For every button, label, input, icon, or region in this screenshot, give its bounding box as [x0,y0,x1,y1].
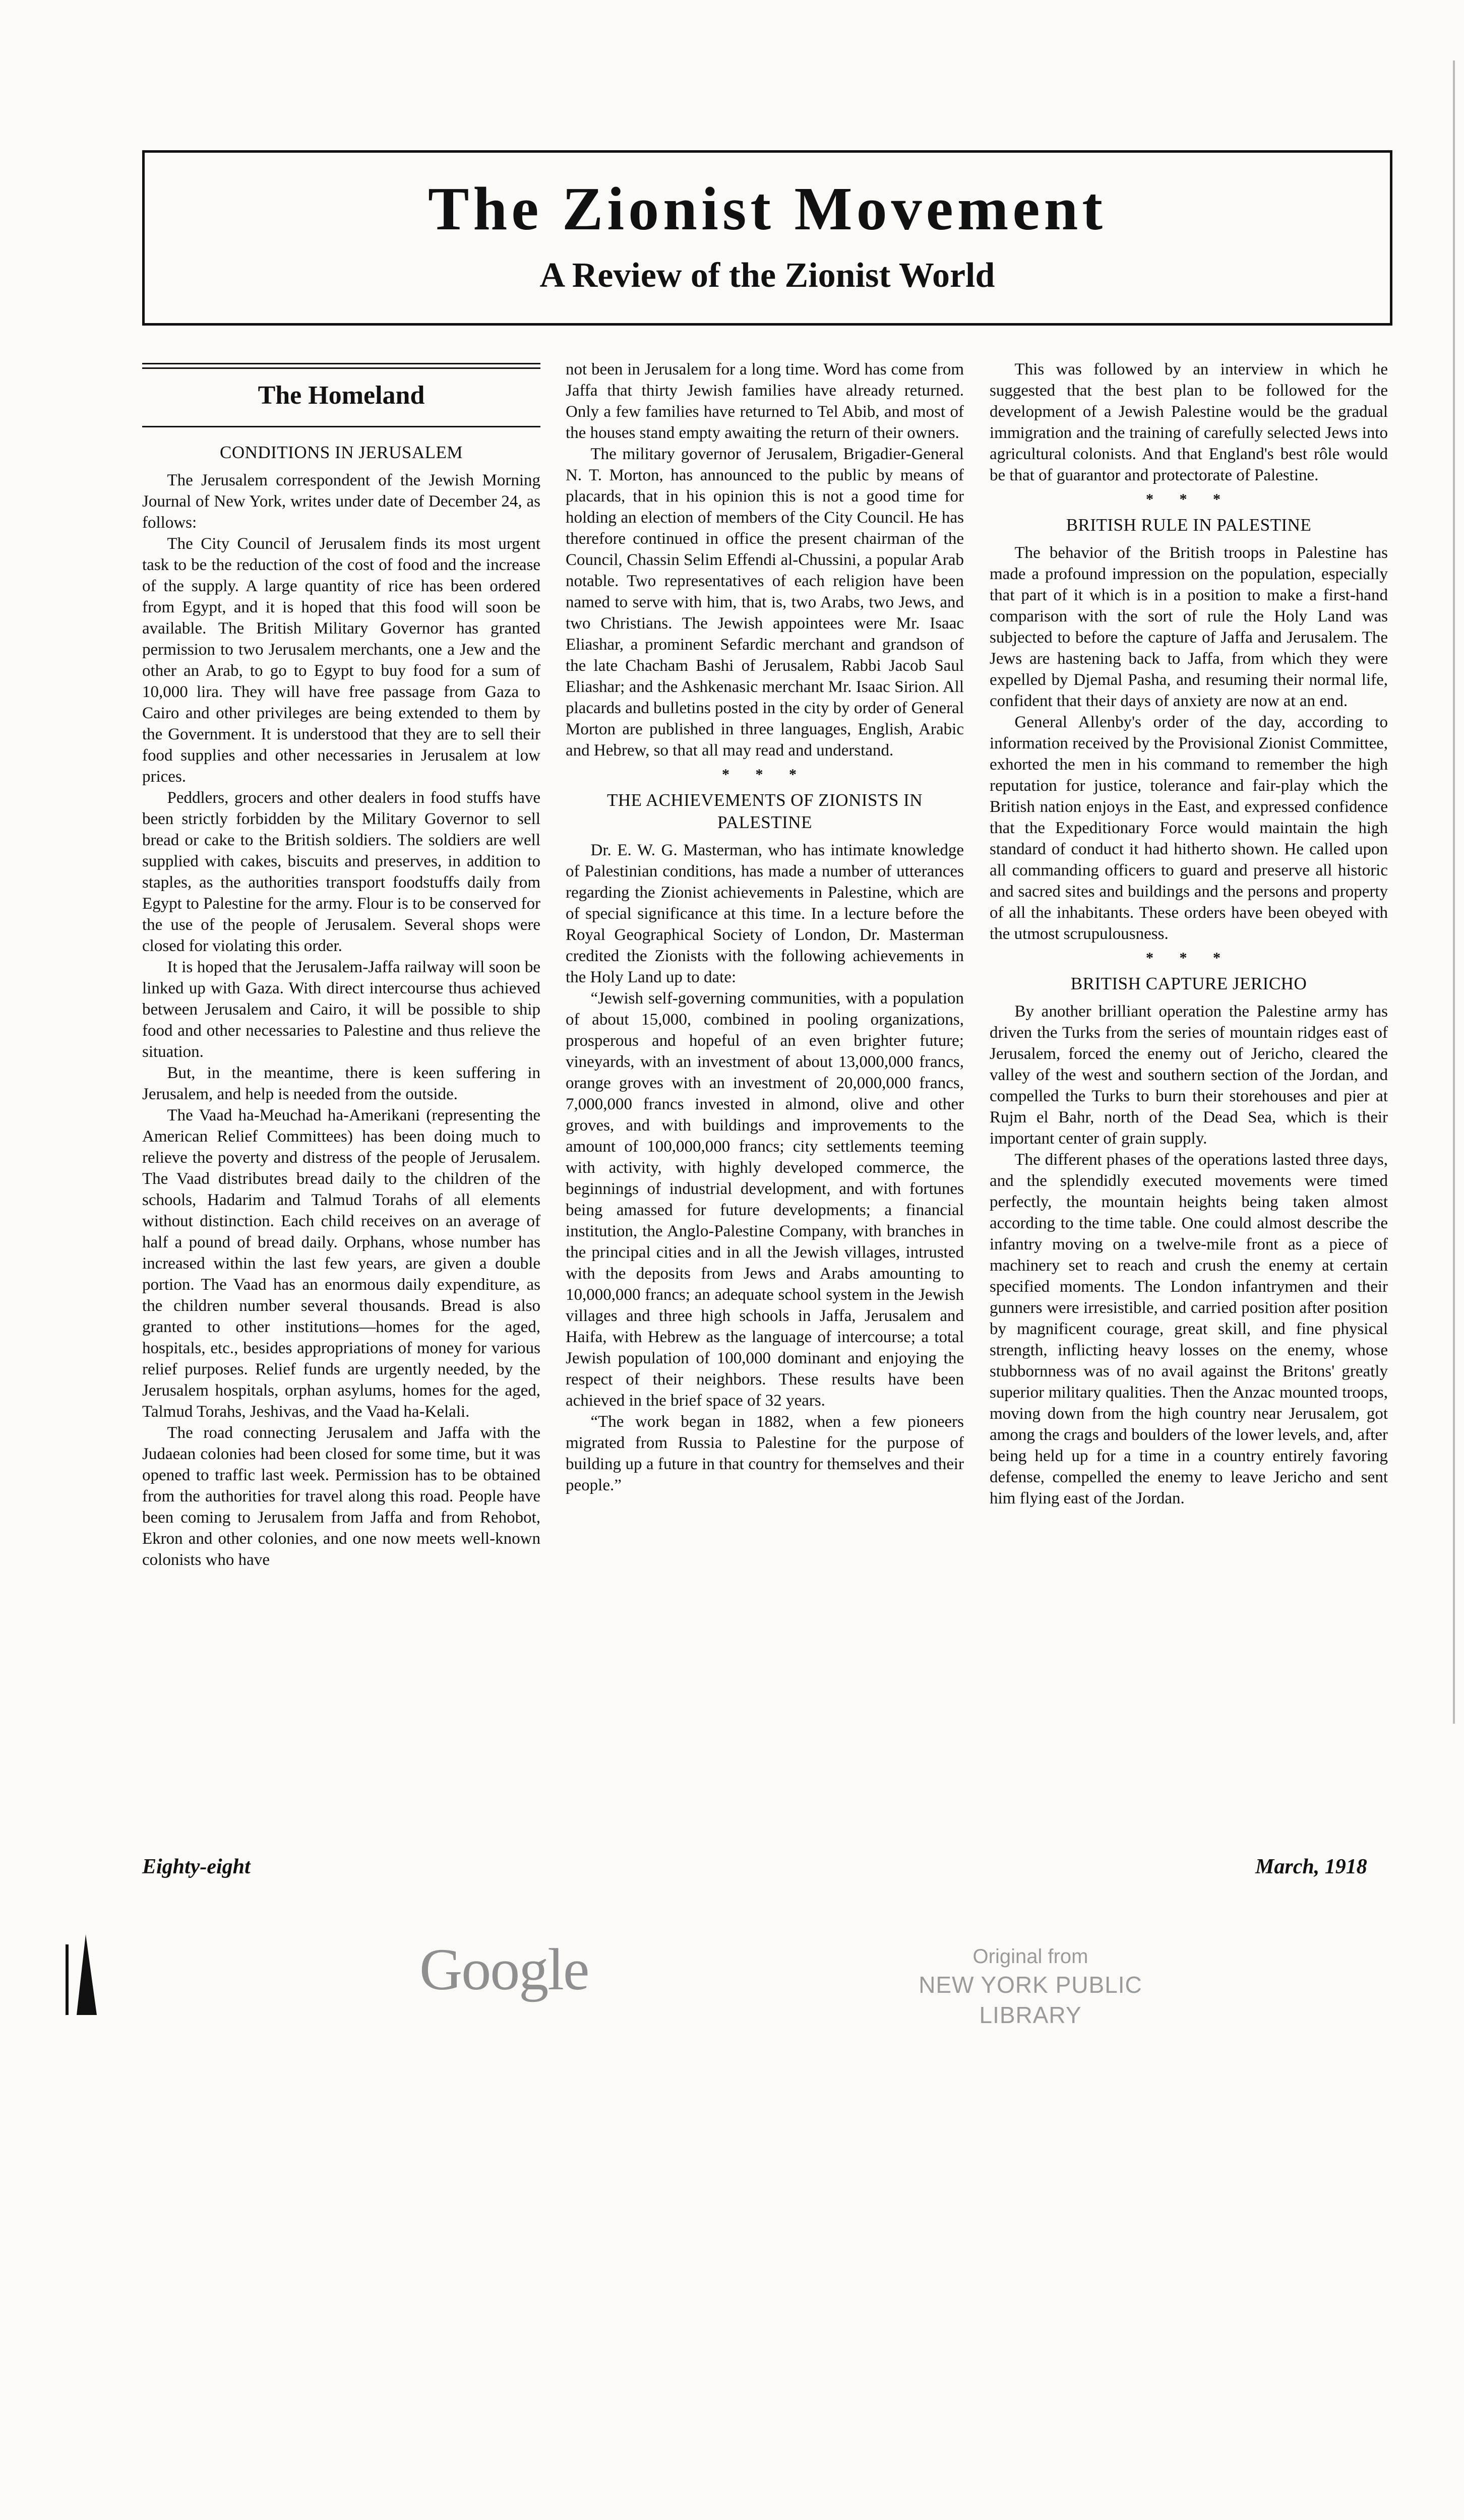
issue-date: March, 1918 [1255,1855,1367,1878]
article-paragraph: The Vaad ha-Meuchad ha-Amerikani (representing the American Relief Committees) has been doing much to relieve the poverty and distress of the people of Jerusalem. The Vaad distributes bread daily to the children of the schools, Hadarim and Talmud Torahs of all elements without distinction. Each child receives on an average of half a pound of bread daily. Orphans, whose number has increased within the last few years, are given a double portion. The Vaad has an enormous daily expenditure, as the children number several thousands. Bread is also granted to other institutions—homes for the aged, hospitals, etc., besides appropriations of money for various relief purposes. Relief funds are urgently needed, by the Jerusalem hospitals, orphan asylums, homes for the aged, Talmud Torahs, Jeshivas, and the Vaad ha-Kelali. [142,1106,540,1421]
article-paragraph: not been in Jerusalem for a long time. Word has come from Jaffa that thirty Jewish families have already returned. Only a few families have returned to Tel Abib, and most of the houses stand empty awaiting the return of their owners. [566,360,964,442]
google-logo: Google [419,1936,589,2002]
article-paragraph: The military governor of Jerusalem, Brigadier-General N. T. Morton, has announced to the public by means of placards, that in his opinion this is not a good time for holding an election of members of the City Council. He has therefore continued in office the present chairman of the Council, Chassin Selim Effendi al-Chussini, a popular Arab notable. Two representatives of each religion have been named to serve with him, that is, two Arabs, two Jews, and two Christians. The Jewish appointees were Mr. Isaac Eliashar, a prominent Sefardic merchant and grandson of the late Chacham Bashi of Jerusalem, Rabbi Jacob Saul Eliashar; and the Ashkenasic merchant Mr. Isaac Sirion. All placards and bulletins posted in the city by order of General Morton are published in three languages, English, Arabic and Hebrew, so that all may read and understand. [566,445,964,760]
separator-stars: * * * [722,766,808,783]
headline-jerusalem: CONDITIONS IN JERUSALEM [219,443,463,462]
library-name: NEW YORK PUBLIC LIBRARY [919,1972,1142,2028]
separator-stars: * * * [1146,491,1232,508]
article-paragraph: It is hoped that the Jerusalem-Jaffa railway will soon be linked up with Gaza. With direct intercourse thus achieved between Jerusalem and Cairo, it will be possible to ship food and other necessaries to Palestine and thus relieve the situation. [142,958,540,1061]
headline-jericho: BRITISH CAPTURE JERICHO [1070,974,1307,993]
column-1 [142,359,540,1570]
masthead [142,150,1392,326]
article-paragraph: Dr. E. W. G. Masterman, who has intimate knowledge of Palestinian conditions, has made a number of utterances regarding the Zionist achievements in Palestine, which are of special significance at this time. In a lecture before the Royal Geographical Society of London, Dr. Masterman credited the Zionists with the following achievements in the Holy Land up to date: [566,841,964,986]
page-number: Eighty-eight [142,1855,251,1878]
article-paragraph: The behavior of the British troops in Palestine has made a profound impression on the population, especially that part of it which is in a position to make a first-hand comparison with the sort of rule the Holy Land was subjected to before the capture of Jaffa and Jerusalem. The Jews are hastening back to Jaffa, from which they were expelled by Djemal Pasha, and resuming their normal life, confident that their days of anxiety are now at an end. [990,544,1388,710]
source-credit [879,1943,1182,2030]
original-from-label: Original from [972,1945,1088,1968]
scan-edge-mark-icon [66,1934,101,2015]
article-paragraph: “Jewish self-governing communities, with a population of about 15,000, combined in pooling organizations, prosperous and hopeful of an even brighter future; vineyards, with an investment of about 13,000,000 francs, orange groves with an investment of 20,000,000 francs, 7,000,000 francs invested in almond, olive and other groves, and with buildings and improvements to the amount of 100,000,000 francs; city settlements teeming with activity, with highly developed commerce, the beginnings of industrial development, and with fortunes being amassed for future developments; a financial institution, the Anglo-Palestine Company, with branches in the principal cities and in all the Jewish villages, intrusted with the deposits from Jews and Arabs amounting to 10,000,000 francs; an adequate school system in the Jewish villages and three high schools in Jaffa, Jerusalem and Haifa, with Hebrew as the language of intercourse; a total Jewish population of 100,000 dominant and enjoying the respect of their neighbors. These results have been achieved in the brief space of 32 years. [566,989,964,1410]
article-paragraph: By another brilliant operation the Palestine army has driven the Turks from the series of mountain ridges east of Jerusalem, forced the enemy out of Jericho, cleared the valley of the west and southern section of the Jordan, and compelled the Turks to burn their storehouses and pier at Rujm el Bahr, north of the Dead Sea, which is their important center of grain supply. [990,1002,1388,1148]
section-header [142,363,540,427]
page-edge-rule [1453,60,1455,1724]
article-paragraph: The Jerusalem correspondent of the Jewish Morning Journal of New York, writes under date of December 24, as follows: [142,471,540,532]
article-paragraph: But, in the meantime, there is keen suffering in Jerusalem, and help is needed from the outside. [142,1064,540,1103]
masthead-title: The Zionist Movement [428,175,1107,243]
article-paragraph: The road connecting Jerusalem and Jaffa with the Judaean colonies had been closed for some time, but it was opened to traffic last week. Permission has to be obtained from the authorities for travel along this road. People have been coming to Jerusalem from Jaffa and from Rehobot, Ekron and other colonies, and one now meets well-known colonists who have [142,1424,540,1569]
masthead-subtitle: A Review of the Zionist World [539,256,995,295]
article-paragraph: Peddlers, grocers and other dealers in food stuffs have been strictly forbidden by the Military Governor to sell bread or cake to the British soldiers. The soldiers are well supplied with cakes, biscuits and preserves, in addition to staples, as the authorities transport foodstuffs daily from Egypt to Palestine for the army. Flour is to be conserved for the use of the people of Jerusalem. Several shops were closed for violating this order. [142,789,540,955]
separator-stars: * * * [1146,950,1232,966]
article-paragraph: The different phases of the operations lasted three days, and the splendidly executed movements were timed perfectly, the mountain heights being taken almost according to the time table. One could almost describe the infantry moving on a twelve-mile front as a piece of machinery set to reach and crush the enemy at certain specified moments. The London infantrymen and their gunners were irresistible, and carried position after position by magnificent courage, great skill, and fine physical strength, inflicting heavy losses on the enemy, whose stubbornness was of no avail against the Britons' greatly superior military qualities. Then the Anzac mounted troops, moving down from the high country near Jerusalem, got among the crags and boulders of the lower levels, and, after being held up for a time in a country entirely favoring defense, compelled the enemy to leave Jericho and sent him flying east of the Jordan. [990,1151,1388,1507]
article-paragraph: “The work began in 1882, when a few pioneers migrated from Russia to Palestine for the purpose of building up a future in that country for themselves and their people.” [566,1413,964,1494]
column-2 [566,359,964,1496]
section-title: The Homeland [258,381,425,410]
headline-british-rule: BRITISH RULE IN PALESTINE [1066,515,1312,535]
column-3 [990,359,1388,1509]
article-paragraph: The City Council of Jerusalem finds its most urgent task to be the reduction of the cost of food and the increase of the supply. A large quantity of rice has been ordered from Egypt, and it is hoped that this food will soon be available. The British Military Governor has granted permission to two Jerusalem merchants, one a Jew and the other an Arab, to go to Egypt to buy food for a sum of 10,000 lira. They will have free passage from Gaza to Cairo and other privileges are being extended to them by the Government. It is understood that they are to sell their food supplies and other necessaries in Jerusalem at low prices. [142,535,540,786]
article-paragraph: General Allenby's order of the day, according to information received by the Provisional Zionist Committee, exhorted the men in his command to remember the high reputation for justice, tolerance and fair-play which the British nation enjoys in the East, and expressed confidence that the Expeditionary Force would maintain the high standard of conduct it had hitherto shown. He called upon all commanding officers to guard and preserve all historic and sacred sites and buildings and the persons and property of all the inhabitants. These orders have been obeyed with the utmost scrupulousness. [990,713,1388,943]
article-paragraph: This was followed by an interview in which he suggested that the best plan to be followed for the development of a Jewish Palestine would be the gradual immigration and the training of carefully selected Jews into agricultural colonists. And that England's best rôle would be that of guarantor and protectorate of Palestine. [990,360,1388,484]
headline-achievements: THE ACHIEVEMENTS OF ZIONISTS IN PALESTINE [606,790,923,832]
